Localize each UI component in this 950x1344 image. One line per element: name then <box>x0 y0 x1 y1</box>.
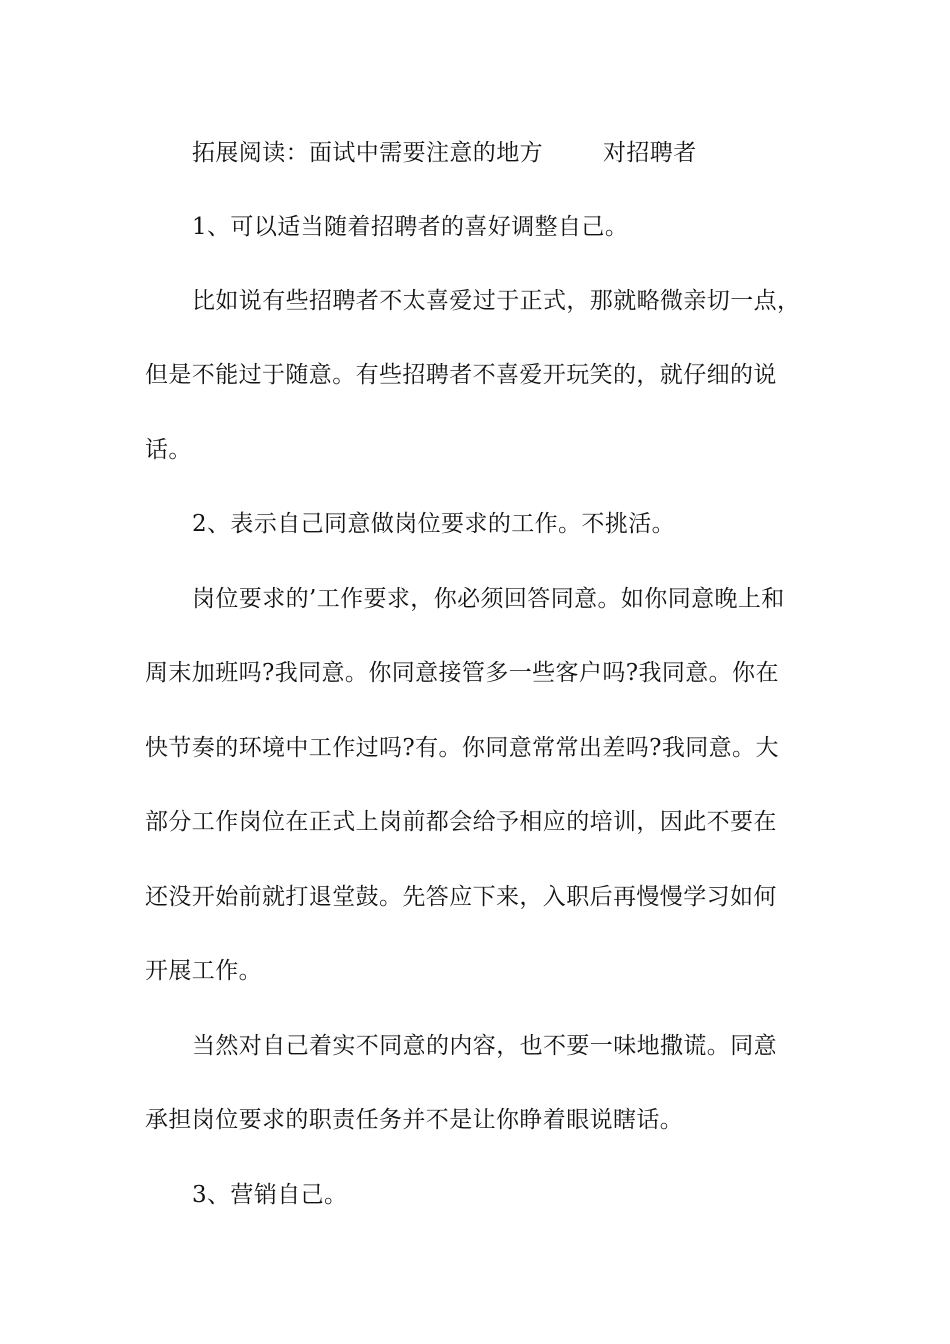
paragraph-line: 但是不能过于随意。有些招聘者不喜爱开玩笑的，就仔细的说 <box>145 362 777 388</box>
paragraph-line: 还没开始前就打退堂鼓。先答应下来，入职后再慢慢学习如何 <box>145 884 777 910</box>
paragraph-line: 岗位要求的’工作要求，你必须回答同意。如你同意晚上和 <box>192 586 785 612</box>
paragraph-line: 快节奏的环境中工作过吗?有。你同意常常出差吗?我同意。大 <box>145 735 779 761</box>
paragraph-line: 话。 <box>145 437 192 463</box>
paragraph-line: 比如说有些招聘者不太喜爱过于正式，那就略微亲切一点， <box>192 288 801 314</box>
reading-title: 拓展阅读：面试中需要注意的地方 <box>192 140 543 166</box>
paragraph-line: 周末加班吗?我同意。你同意接管多一些客户吗?我同意。你在 <box>145 660 779 686</box>
paragraph-line: 开展工作。 <box>145 958 262 984</box>
paragraph-line: 承担岗位要求的职责任务并不是让你睁着眼说瞎话。 <box>145 1107 684 1133</box>
reading-title-line <box>192 138 697 168</box>
point-1-heading: 1、可以适当随着招聘者的喜好调整自己。 <box>192 214 629 240</box>
reading-title-tail: 对招聘者 <box>603 140 697 166</box>
paragraph-line: 部分工作岗位在正式上岗前都会给予相应的培训，因此不要在 <box>145 809 777 835</box>
point-3-heading: 3、营销自己。 <box>192 1182 348 1208</box>
point-2-heading: 2、表示自己同意做岗位要求的工作。不挑活。 <box>192 511 676 537</box>
paragraph-line: 当然对自己着实不同意的内容，也不要一味地撒谎。同意 <box>192 1033 777 1059</box>
